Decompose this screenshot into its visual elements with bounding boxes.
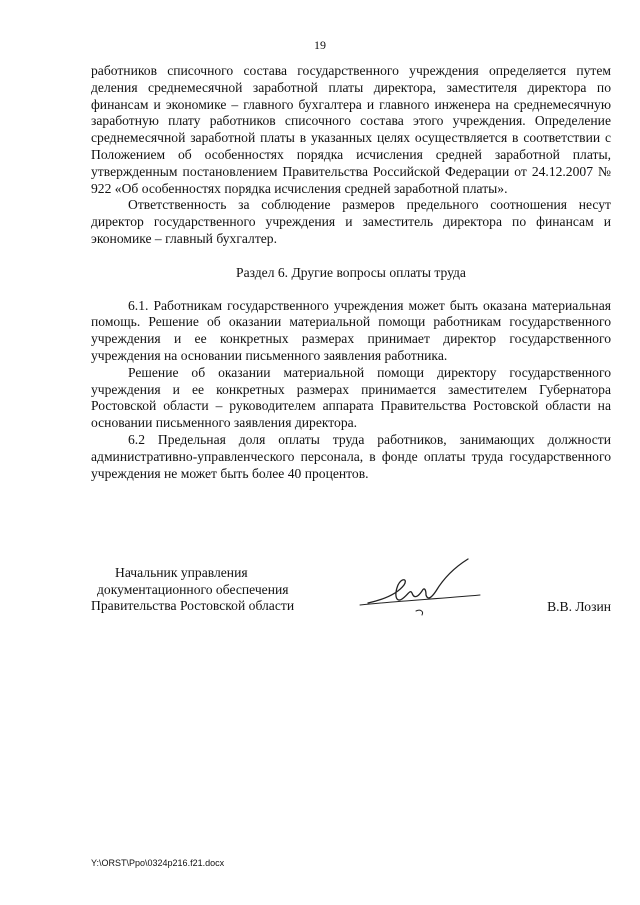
file-path-footer: Y:\ORST\Ppo\0324p216.f21.docx: [91, 858, 225, 868]
document-body: [91, 63, 611, 482]
signatory-title: [91, 565, 294, 615]
paragraph-continuation: работников списочного состава государственного учреждения определяется путем деления среднемесячной заработной платы директора, заместителя директора по финансам и экономике – главного бухгалтера и главного инженера на среднемесячную заработную плату работников списочного состава этого учреждения. Определение среднемесячной заработной платы в указанных целях осуществляется в соответствии с Положением об особенностях порядка исчисления средней заработной платы, утвержденным постановлением Правительства Российской Федерации от 24.12.2007 № 922 «Об особенностях порядка исчисления средней заработной платы».: [91, 63, 611, 196]
paragraph-6-2: 6.2 Предельная доля оплаты труда работников, занимающих должности административно-управленческого персонала, в фонде оплаты труда государственного учреждения не может быть более 40 процентов.: [91, 431, 611, 481]
paragraph-6-1: 6.1. Работникам государственного учреждения может быть оказана материальная помощь. Решение об оказании материальной помощи работникам государственного учреждения и ее конкретных размерах принимает директор государственного учреждения на основании письменного заявления работника.: [91, 297, 611, 363]
page-number: 19: [314, 38, 326, 52]
signatory-title-line: Начальник управления: [115, 565, 248, 580]
signatory-title-line: документационного обеспечения: [97, 581, 289, 597]
signatory-name: В.В. Лозин: [547, 599, 611, 614]
signature-block: [91, 565, 611, 625]
paragraph-director-aid: Решение об оказании материальной помощи директору государственного учреждения и ее конкретных размерах принимается заместителем Губернатора Ростовской области – руководителем аппарата Правительства Ростовской области на основании письменного заявления директора.: [91, 364, 611, 431]
handwritten-signature: [356, 555, 486, 621]
paragraph-responsibility: Ответственность за соблюдение размеров предельного соотношения несут директор государственного учреждения и заместитель директора по финансам и экономике – главный бухгалтер.: [91, 197, 611, 246]
signatory-title-line: Правительства Ростовской области: [91, 598, 295, 614]
section-title: Раздел 6. Другие вопросы оплаты труда: [236, 264, 466, 280]
